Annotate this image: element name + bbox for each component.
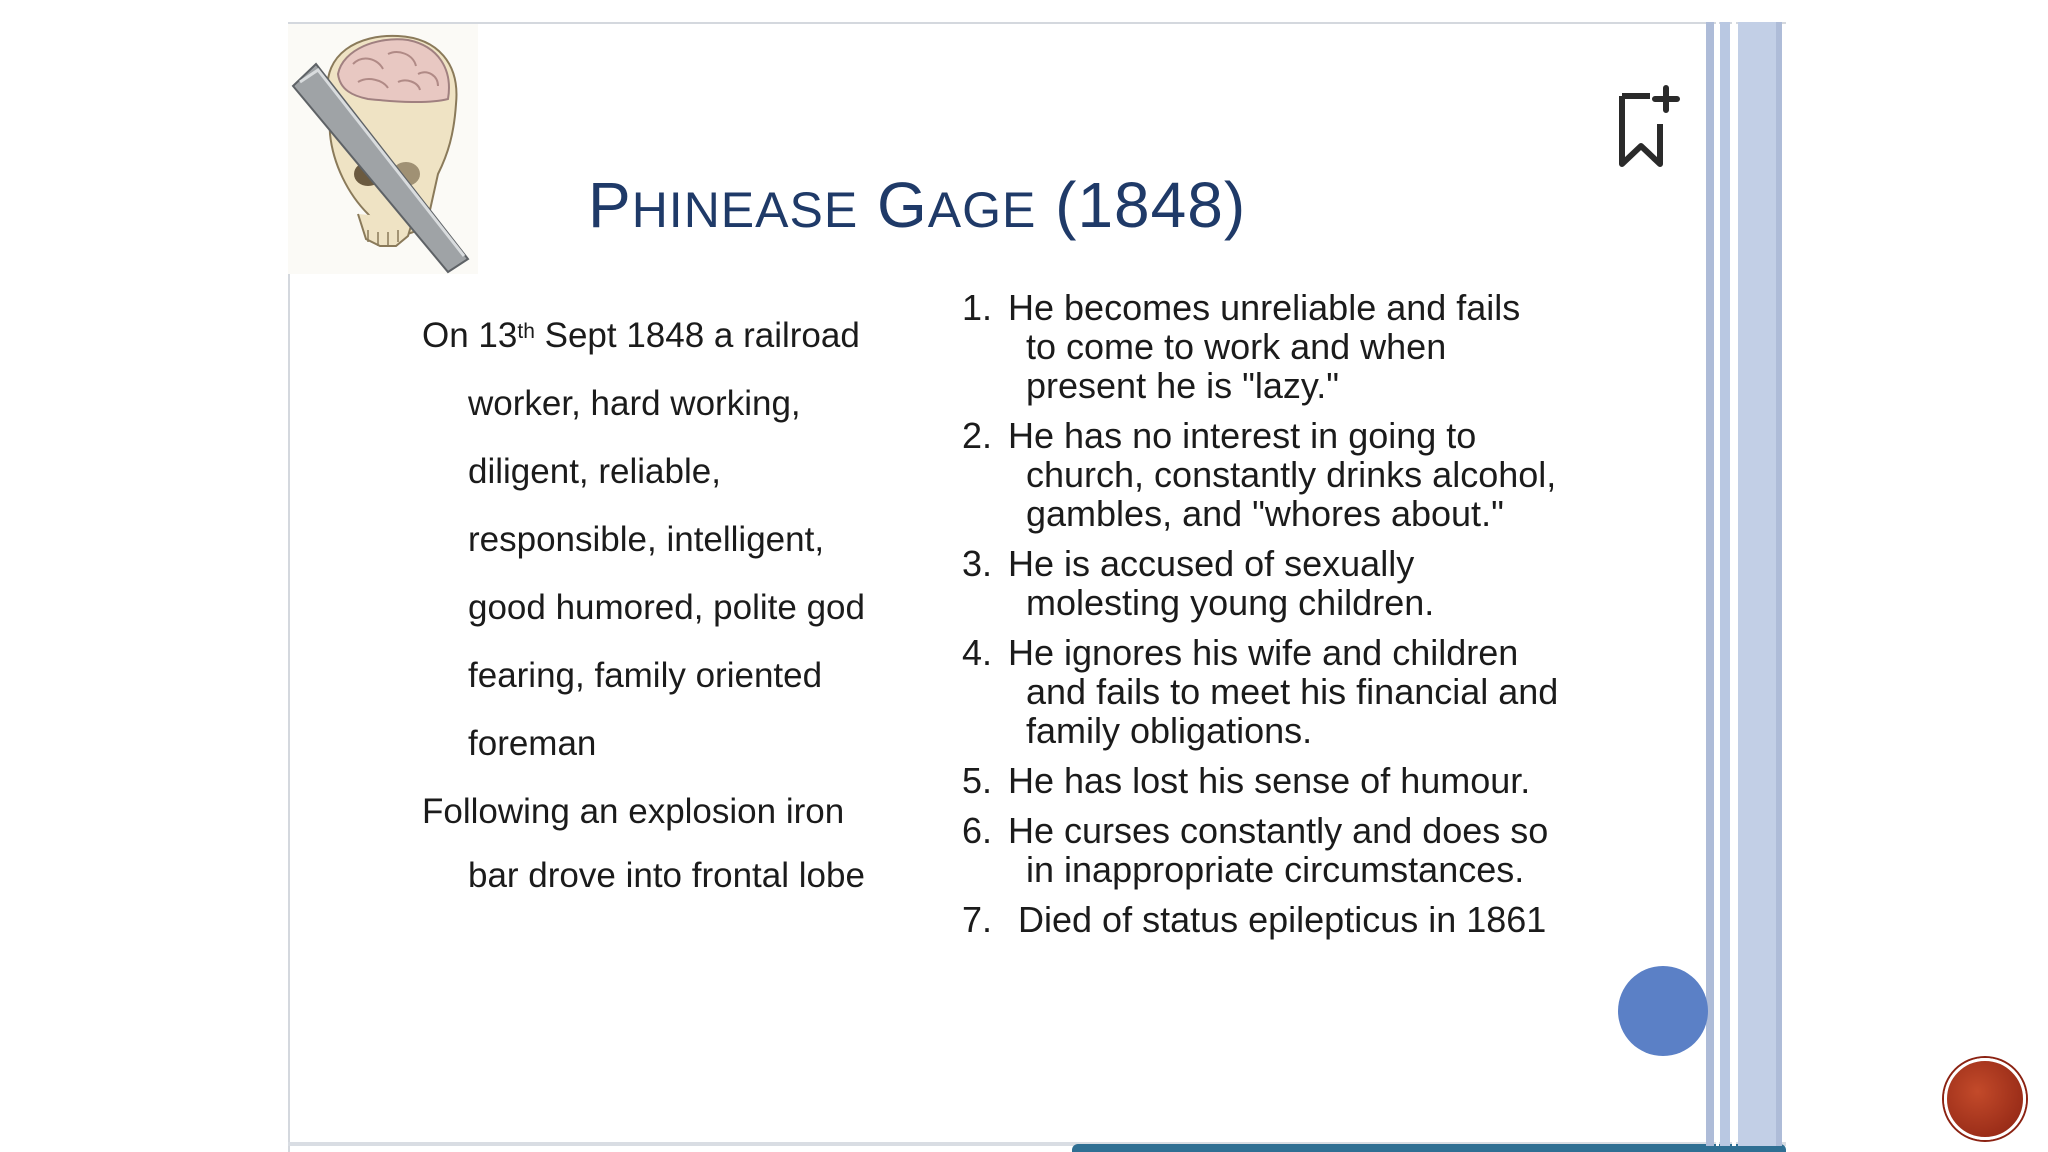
list-text: and fails to meet his financial and: [1026, 671, 1559, 712]
record-button[interactable]: [1944, 1058, 2026, 1140]
list-text: He is accused of sexually: [1008, 543, 1415, 584]
paragraph-2-line: Following an explosion iron: [422, 792, 845, 831]
list-text: He curses constantly and does so: [1008, 810, 1549, 851]
list-item: [962, 288, 1642, 405]
title-text: HINEASE: [631, 182, 859, 238]
list-number: 3.: [962, 543, 993, 584]
paragraph-1: [422, 302, 942, 370]
paragraph-1-line: foreman: [468, 724, 597, 763]
list-item: [962, 544, 1642, 622]
list-text: He becomes unreliable and fails: [1008, 287, 1521, 328]
decorative-band: [1732, 22, 1736, 1146]
para1-prefix: On 13: [422, 316, 518, 355]
list-text: present he is "lazy.": [1026, 365, 1340, 406]
list-text: Died of status epilepticus in 1861: [1008, 899, 1547, 940]
list-number: 1.: [962, 287, 993, 328]
list-text: He has no interest in going to: [1008, 415, 1477, 456]
list-text: molesting young children.: [1026, 582, 1435, 623]
list-text: family obligations.: [1026, 710, 1313, 751]
list-text: in inappropriate circumstances.: [1026, 849, 1525, 890]
decorative-band: [1738, 22, 1776, 1146]
list-number: 4.: [962, 632, 993, 673]
title-text: AGE: [927, 182, 1037, 238]
numbered-list: [962, 288, 1642, 950]
list-text: gambles, and "whores about.": [1026, 493, 1504, 534]
list-number: 2.: [962, 415, 993, 456]
list-item: [962, 416, 1642, 533]
decorative-band: [1706, 22, 1714, 1146]
paragraph-1-line: diligent, reliable,: [468, 452, 721, 491]
list-item: [962, 761, 1642, 800]
title-text: P: [588, 169, 632, 241]
list-number: 6.: [962, 810, 993, 851]
paragraph-2-line: bar drove into frontal lobe: [468, 856, 865, 895]
list-text: church, constantly drinks alcohol,: [1026, 454, 1557, 495]
paragraph-1-line: worker, hard working,: [468, 384, 801, 423]
list-text: to come to work and when: [1026, 326, 1447, 367]
decorative-band: [1776, 22, 1782, 1146]
list-text: He ignores his wife and children: [1008, 632, 1519, 673]
bookmark-add-button[interactable]: [1600, 80, 1690, 176]
para1-superscript: th: [517, 320, 535, 343]
list-number: 7.: [962, 899, 993, 940]
list-item: [962, 811, 1642, 889]
list-item: [962, 900, 1642, 939]
paragraph-2: [422, 780, 942, 908]
list-number: 5.: [962, 760, 993, 801]
list-item: [962, 633, 1642, 750]
paragraph-1-line: good humored, polite god: [468, 588, 865, 627]
title-year: (1848): [1055, 169, 1247, 241]
left-column: [422, 302, 942, 908]
list-text: He has lost his sense of humour.: [1008, 760, 1531, 801]
progress-bar: [1072, 1144, 1786, 1152]
title-text: G: [876, 169, 928, 241]
paragraph-1-line: fearing, family oriented: [468, 656, 823, 695]
decorative-band: [1720, 22, 1730, 1146]
circle-button[interactable]: [1618, 966, 1708, 1056]
bookmark-add-icon: [1600, 80, 1690, 176]
paragraph-1-line: responsible, intelligent,: [468, 520, 825, 559]
skull-with-iron-bar-image: [288, 24, 478, 274]
slide-title: [588, 168, 1246, 242]
decorative-band: [1716, 22, 1719, 1146]
para1-rest: Sept 1848 a railroad: [534, 316, 860, 355]
